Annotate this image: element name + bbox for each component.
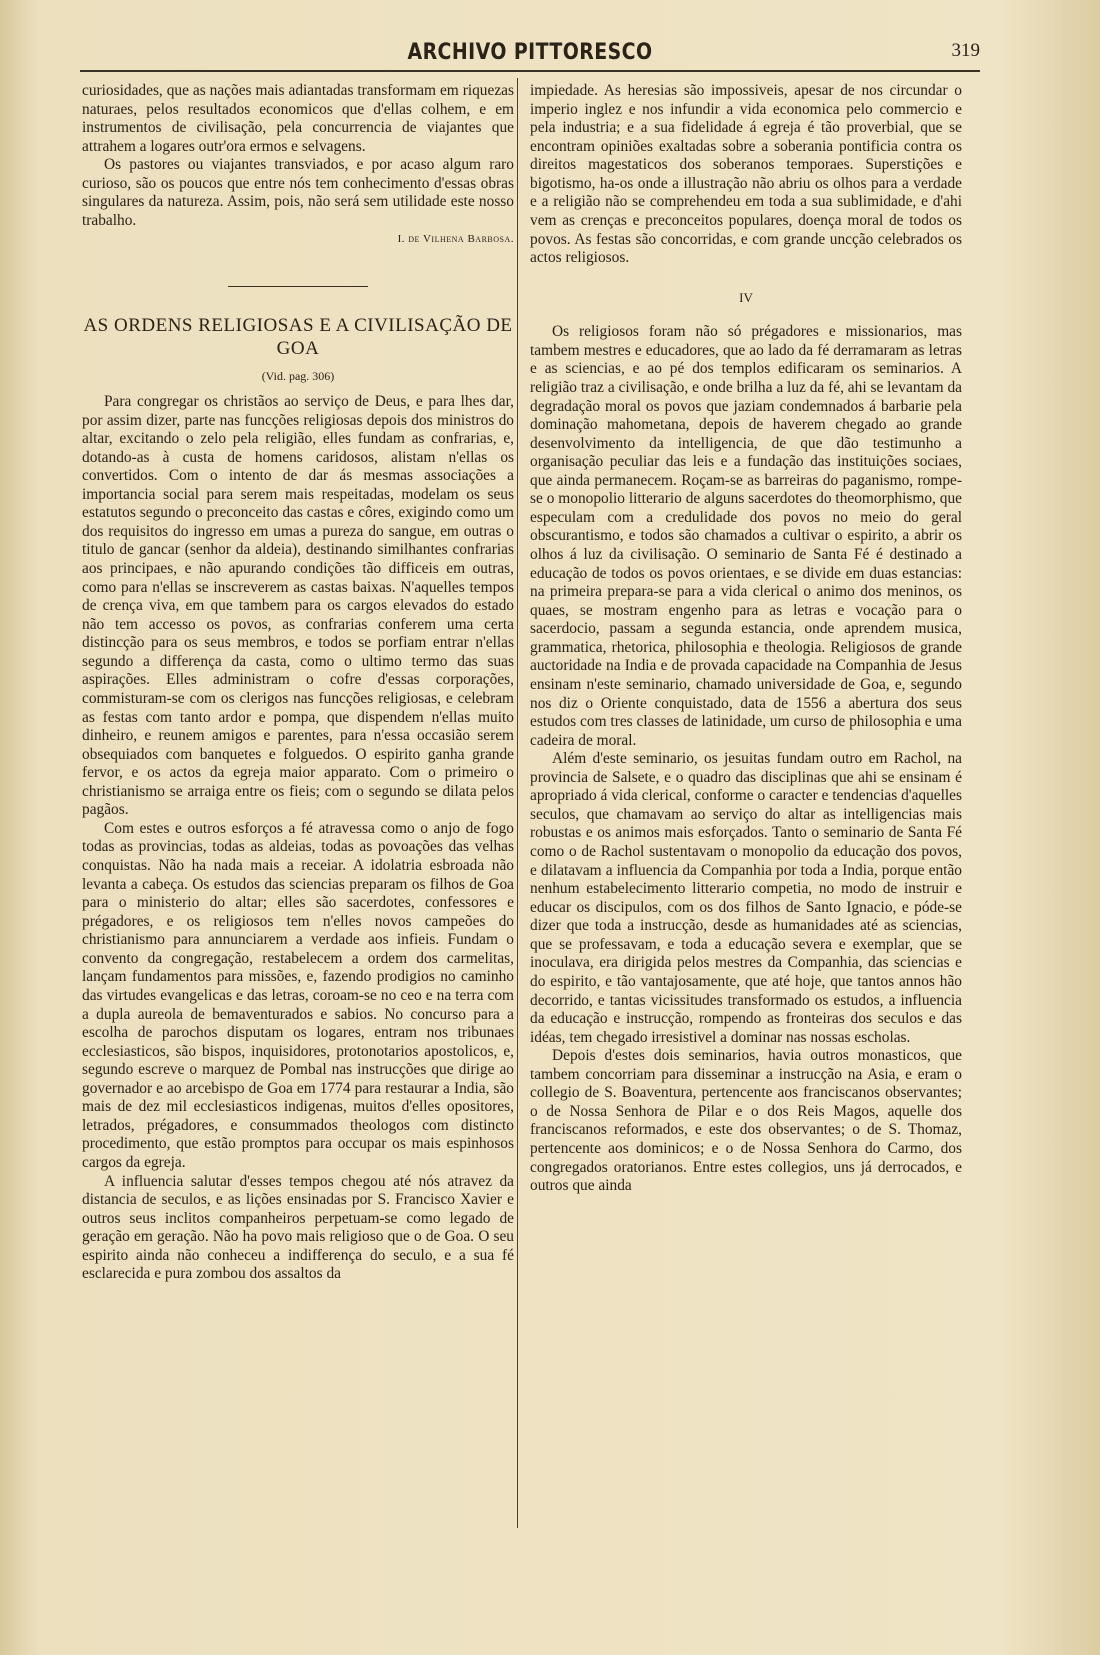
page-header bbox=[80, 36, 980, 72]
paragraph: curiosidades, que as nações mais adiantadas transformam em riquezas naturaes, pelos resultados economicos que d'ellas colhem, e em instrumentos de civilisação, pela concurrencia de viajantes que attrahem a logares outr'ora ermos e selvagens. bbox=[82, 82, 514, 155]
column-divider bbox=[517, 78, 518, 1528]
paragraph: Além d'este seminario, os jesuitas fundam outro em Rachol, na provincia de Salsete, e o quadro das disciplinas que ahi se ensinam é apropriado á vida clerical, conforme o caracter e tendencias d'aquelles seculos, que chamavam ao serviço do altar as intelligencias mais robustas e os animos mais esforçados. Tanto o seminario de Santa Fé como o de Rachol sustentavam o monopolio da educação dos povos, e dilatavam a influencia da Companhia por toda a India, porque então nenhum estabelecimento litterario competia, no modo de instruir e educar os discipulos, com os dos filhos de Santo Ignacio, e póde-se dizer que toda a instrucção, desde as humanidades até as sciencias, que se professavam, e toda a educação severa e exemplar, que se inoculava, era dirigida pelos mestres da Companhia, das sciencias e do espirito, e tão vantajosamente, que até hoje, que tantos annos hão decorrido, e tantas vicissitudes transformado os estudos, a influencia da educação e instrucção, rompendo as fronteiras dos seculos e das idéas, tem chegado irresistivel a dominar nas nossas escholas. bbox=[530, 750, 962, 1046]
page-reference: (Vid. pag. 306) bbox=[261, 368, 335, 383]
paragraph: Para congregar os christãos ao serviço de Deus, e para lhes dar, por assim dizer, parte nas funcções religiosas depois dos ministros do altar, excitando o zelo pela religião, elles fundam as confrarias, e, dotando-as à custa de homens caridosos, alistam n'ellas os convertidos. Com o intento de dar ás mesmas associações a importancia social para serem mais respeitadas, modelam os seus estatutos segundo o preconceito das castas e côres, exigindo como um dos requisitos do ingresso em umas a pureza do sangue, em outras o titulo de gancar (senhor da aldeia), destinando similhantes confrarias aos principaes, e não apurando condições tão difficeis em outras, como para n'ellas se inscreverem as castas baixas. N'aquelles tempos de crença viva, em que tambem para os cargos elevados do estado não tem accesso os povos, as confrarias conferem uma certa distincção para os seus membros, e todos se porfiam entrar n'ellas segundo a differença da casta, como o ultimo termo das suas aspirações. Elles administram o cofre d'essas corporações, commisturam-se com os clerigos nas funcções religiosas, e celebram as festas com tanto ardor e pompa, que dispendem n'ellas muito dinheiro, e reunem amigos e parentes, para n'essa occasião serem obsequiados com banquetes e folguedos. O espirito ganha grande fervor, e os actos da egreja maior apparato. Com o primeiro o christianismo se arraiga entre os fieis; com o segundo se dilata pelos pagãos. bbox=[82, 392, 514, 819]
paragraph: Os religiosos foram não só prégadores e missionarios, mas tambem mestres e educadores, que ao lado da fé derramaram as letras e as sciencias, e ao pé dos templos edificaram os seminarios. A religião traz a civilisação, e onde brilha a luz da fé, ahi se levantam da degradação moral os povos que jaziam condemnados á barbarie pela dominação mahometana, depois de haverem chegado ao grande desenvolvimento da intelligencia, de que dão testimunho a organisação peculiar das leis e a fundação das instituições sociaes, que ainda permanecem. Roçam-se as barreiras do paganismo, rompe-se o monopolio litterario de alguns sacerdotes do theomorphismo, que especulam com a credulidade dos povos no meio do geral obscurantismo, e todos são chamados a cultivar o espirito, a abrir os olhos á luz da civilisação. O seminario de Santa Fé é destinado a educação de todos os povos orientaes, e se divide em duas estancias: na primeira prepara-se para a vida clerical o animo dos meninos, os quaes, se mostram engenho para as letras e vocação para o sacerdocio, passam a segunda estancia, onde aprendem musica, grammatica, rhetorica, philosophia e theologia. Religiosos de grande auctoridade na India e de provada capacidade na Companhia de Jesus ensinam n'este seminario, chamado universidade de Goa, e, segundo nos diz o Oriente conquistado, data de 1556 a abertura dos seus estudos com tres classes de latinidade, um curso de philosophia e uma cadeira de moral. bbox=[530, 323, 962, 749]
author-signature: I. de Vilhena Barbosa. bbox=[397, 232, 514, 245]
publication-title: ARCHIVO PITTORESCO bbox=[407, 40, 653, 65]
right-column bbox=[530, 82, 962, 1196]
paragraph: A influencia salutar d'esses tempos chegou até nós atravez da distancia de seculos, e as lições ensinadas por S. Francisco Xavier e outros seus inclitos companheiros perpetuam-se como legado de geração em geração. Não ha povo mais religioso que o de Goa. O seu espirito ainda não conheceu a indifferença do seculo, e a sua fé esclarecida e pura zombou dos assaltos da bbox=[82, 1172, 514, 1283]
paragraph: Com estes e outros esforços a fé atravessa como o anjo de fogo todas as provincias, todas as aldeias, todas as povoações das velhas conquistas. Não ha nada mais a receiar. A idolatria esbroada não levanta a cabeça. Os estudos das sciencias preparam os filhos de Goa para o ministerio do altar; elles são sacerdotes, confessores e prégadores, e os religiosos tem n'elles novos campeões do christianismo para annunciarem a verdade aos infieis. Fundam o convento da congregação, restabelecem a ordem dos carmelitas, lançam fundamentos para missões, e, fazendo prodigios no caminho das virtudes evangelicas e das letras, coroam-se no ceo e na terra com a dupla aureola de bemaventurados e sabios. No concurso para a escolha de parochos disputam os logares, entram nos tribunaes ecclesiasticos, são bispos, inquisidores, protonotarios apostolicos, e, segundo escreve o marquez de Pombal nas instrucções que dirige ao governador e ao arcebispo de Goa em 1774 para restaurar a India, são mais de dez mil ecclesiasticos indigenas, muitos d'elles opositores, letrados, prégadores, e consummados theologos com distincto procedimento, que estão promptos para occupar os mais espinhosos cargos da egreja. bbox=[82, 819, 514, 1172]
page-number: 319 bbox=[951, 40, 980, 61]
article-title: AS ORDENS RELIGIOSAS E A CIVILISAÇÃO DE GOA bbox=[83, 314, 513, 359]
paragraph: impiedade. As heresias são impossiveis, apesar de nos circundar o imperio inglez e nos infundir a vida economica pelo commercio e pela industria; e a sua fidelidade á egreja é tão proverbial, que se encontram opiniões exaltadas sobre a soberania pontificia contra os direitos magestaticos dos soberanos temporaes. Superstições e bigotismo, ha-os onde a illustração não abriu os olhos para a verdade e a religião não se comprehendeu em toda a sua sublimidade, e d'ahi vem as crenças e preconceitos populares, doença moral de todos os povos. As festas são concorridas, e com grande uncção celebrados os actos religiosos. bbox=[530, 82, 962, 267]
left-column bbox=[82, 82, 514, 1284]
section-number: IV bbox=[739, 289, 753, 305]
paragraph: Depois d'estes dois seminarios, havia outros monasticos, que tambem concorriam para disseminar a instrucção na Asia, e eram o collegio de S. Boaventura, pertencente aos franciscanos observantes; o de Nossa Senhora de Pilar e o dos Reis Magos, aquelle dos franciscanos reformados, e este dos observantes; o de S. Thomaz, pertencente aos dominicos; e o de Nossa Senhora do Carmo, dos congregados oratorianos. Entre estes collegios, uns já derrocados, e outros que ainda bbox=[530, 1047, 962, 1195]
paragraph: Os pastores ou viajantes transviados, e por acaso algum raro curioso, são os poucos que entre nós tem conhecimento d'essas obras singulares da natureza. Assim, pois, não será sem utilidade este nosso trabalho. bbox=[82, 156, 514, 229]
section-rule bbox=[228, 286, 368, 287]
